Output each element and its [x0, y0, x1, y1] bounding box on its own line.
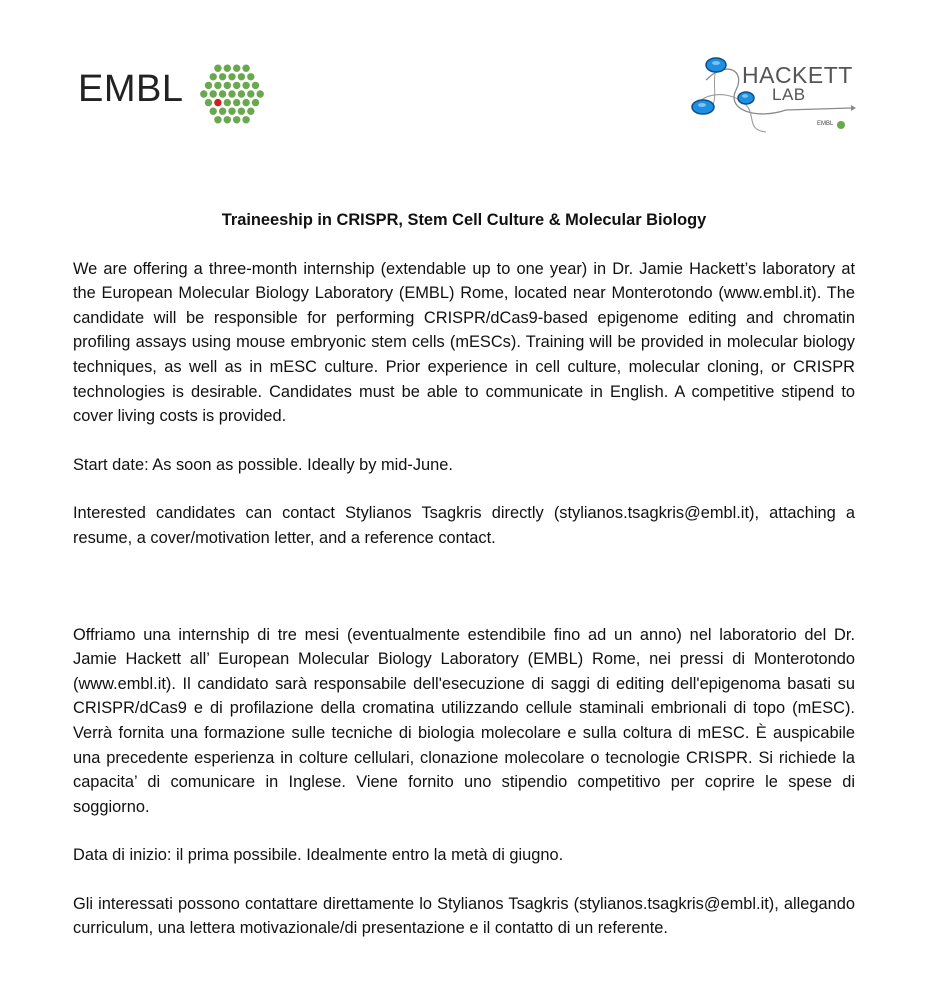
embl-green-dot [210, 73, 217, 80]
embl-green-dot [224, 82, 231, 89]
embl-green-dot [238, 73, 245, 80]
embl-green-dot [242, 82, 249, 89]
english-start-date: Start date: As soon as possible. Ideally by mid-June. [73, 455, 453, 474]
embl-red-dot [214, 99, 221, 106]
embl-green-dot [224, 116, 231, 123]
embl-green-dot [224, 99, 231, 106]
embl-green-dot [252, 82, 259, 89]
embl-green-dot [228, 73, 235, 80]
embl-green-dot [205, 99, 212, 106]
hackett-lab-logo [686, 50, 856, 140]
embl-green-dot [205, 82, 212, 89]
italian-contact: Gli interessati possono contattare direttamente lo Stylianos Tsagkris (stylianos.tsagkris@embl.it), allegando curriculum, una lettera motivazionale/di presentazione e il contatto di un referente. [73, 894, 855, 938]
embl-green-dot [252, 99, 259, 106]
english-contact: Interested candidates can contact Stylianos Tsagkris directly (stylianos.tsagkris@embl.it), attaching a resume, a cover/motivation letter, and a reference contact. [73, 504, 855, 547]
embl-hexagon-dots-icon [190, 52, 274, 136]
hackett-logo-subtitle: LAB [772, 85, 806, 104]
embl-logo [78, 52, 278, 142]
embl-green-dot [233, 99, 240, 106]
embl-green-dot [238, 108, 245, 115]
embl-green-dot [214, 116, 221, 123]
embl-green-dot [214, 82, 221, 89]
embl-green-dot [238, 90, 245, 97]
embl-green-dot [214, 65, 221, 72]
hackett-logo-embl-text: EMBL [817, 121, 834, 127]
italian-description: Offriamo una internship di tre mesi (eventualmente estendibile fino ad un anno) nel laboratorio del Dr. Jamie Hackett all’ European Molecular Biology Laboratory (EMBL) Rome, nei pressi di Monterotondo (www.embl.it). Il candidato sarà responsabile dell'esecuzione di saggi di editing dell'epigenoma basati su CRISPR/dCas9 e di profilazione della cromatina utilizzando cellule staminali embrionali di topo (mESC). Verrà fornita una formazione sulle tecniche di biologia molecolare e sulla coltura di mESC. È auspicabile una precedente esperienza in colture cellulari, clonazione molecolare o tecnologie CRISPR. Si richiede la capacita’ di comunicare in Inglese. Viene fornito uno stipendio competitivo per coprire le spese di soggiorno. [73, 625, 855, 816]
document-body [73, 208, 855, 941]
embl-green-dot [228, 90, 235, 97]
embl-green-dot [247, 90, 254, 97]
embl-green-dot [242, 99, 249, 106]
embl-green-dot [219, 73, 226, 80]
embl-green-dot [210, 108, 217, 115]
english-description: We are offering a three-month internship (extendable up to one year) in Dr. Jamie Hackett’s laboratory at the European Molecular Biology Laboratory (EMBL) Rome, located near Monterotondo (www.embl.it). The candidate will be responsible for performing CRISPR/dCas9-based epigenome editing and chromatin profiling assays using mouse embryonic stem cells (mESCs). Training will be provided in molecular biology techniques, as well as in mESC culture. Prior experience in cell culture, molecular cloning, or CRISPR technologies is desirable. Candidates must be able to communicate in English. A competitive stipend to cover living costs is provided. [73, 259, 855, 426]
embl-green-dot [242, 116, 249, 123]
embl-green-dot [247, 73, 254, 80]
embl-green-dot [219, 90, 226, 97]
hackett-logo-title: HACKETT [742, 62, 853, 88]
embl-green-dot [242, 65, 249, 72]
embl-green-dot [233, 65, 240, 72]
document-title: Traineeship in CRISPR, Stem Cell Culture & Molecular Biology [221, 211, 707, 229]
embl-green-dot [247, 108, 254, 115]
embl-green-dot [219, 108, 226, 115]
embl-green-dot [233, 116, 240, 123]
embl-green-dot [233, 82, 240, 89]
embl-logo-text: EMBL [78, 68, 184, 110]
embl-green-dot [210, 90, 217, 97]
italian-start-date: Data di inizio: il prima possibile. Idealmente entro la metà di giugno. [73, 846, 564, 865]
embl-green-dot [228, 108, 235, 115]
embl-green-dot [200, 90, 207, 97]
embl-green-dot [257, 90, 264, 97]
embl-green-dot [224, 65, 231, 72]
